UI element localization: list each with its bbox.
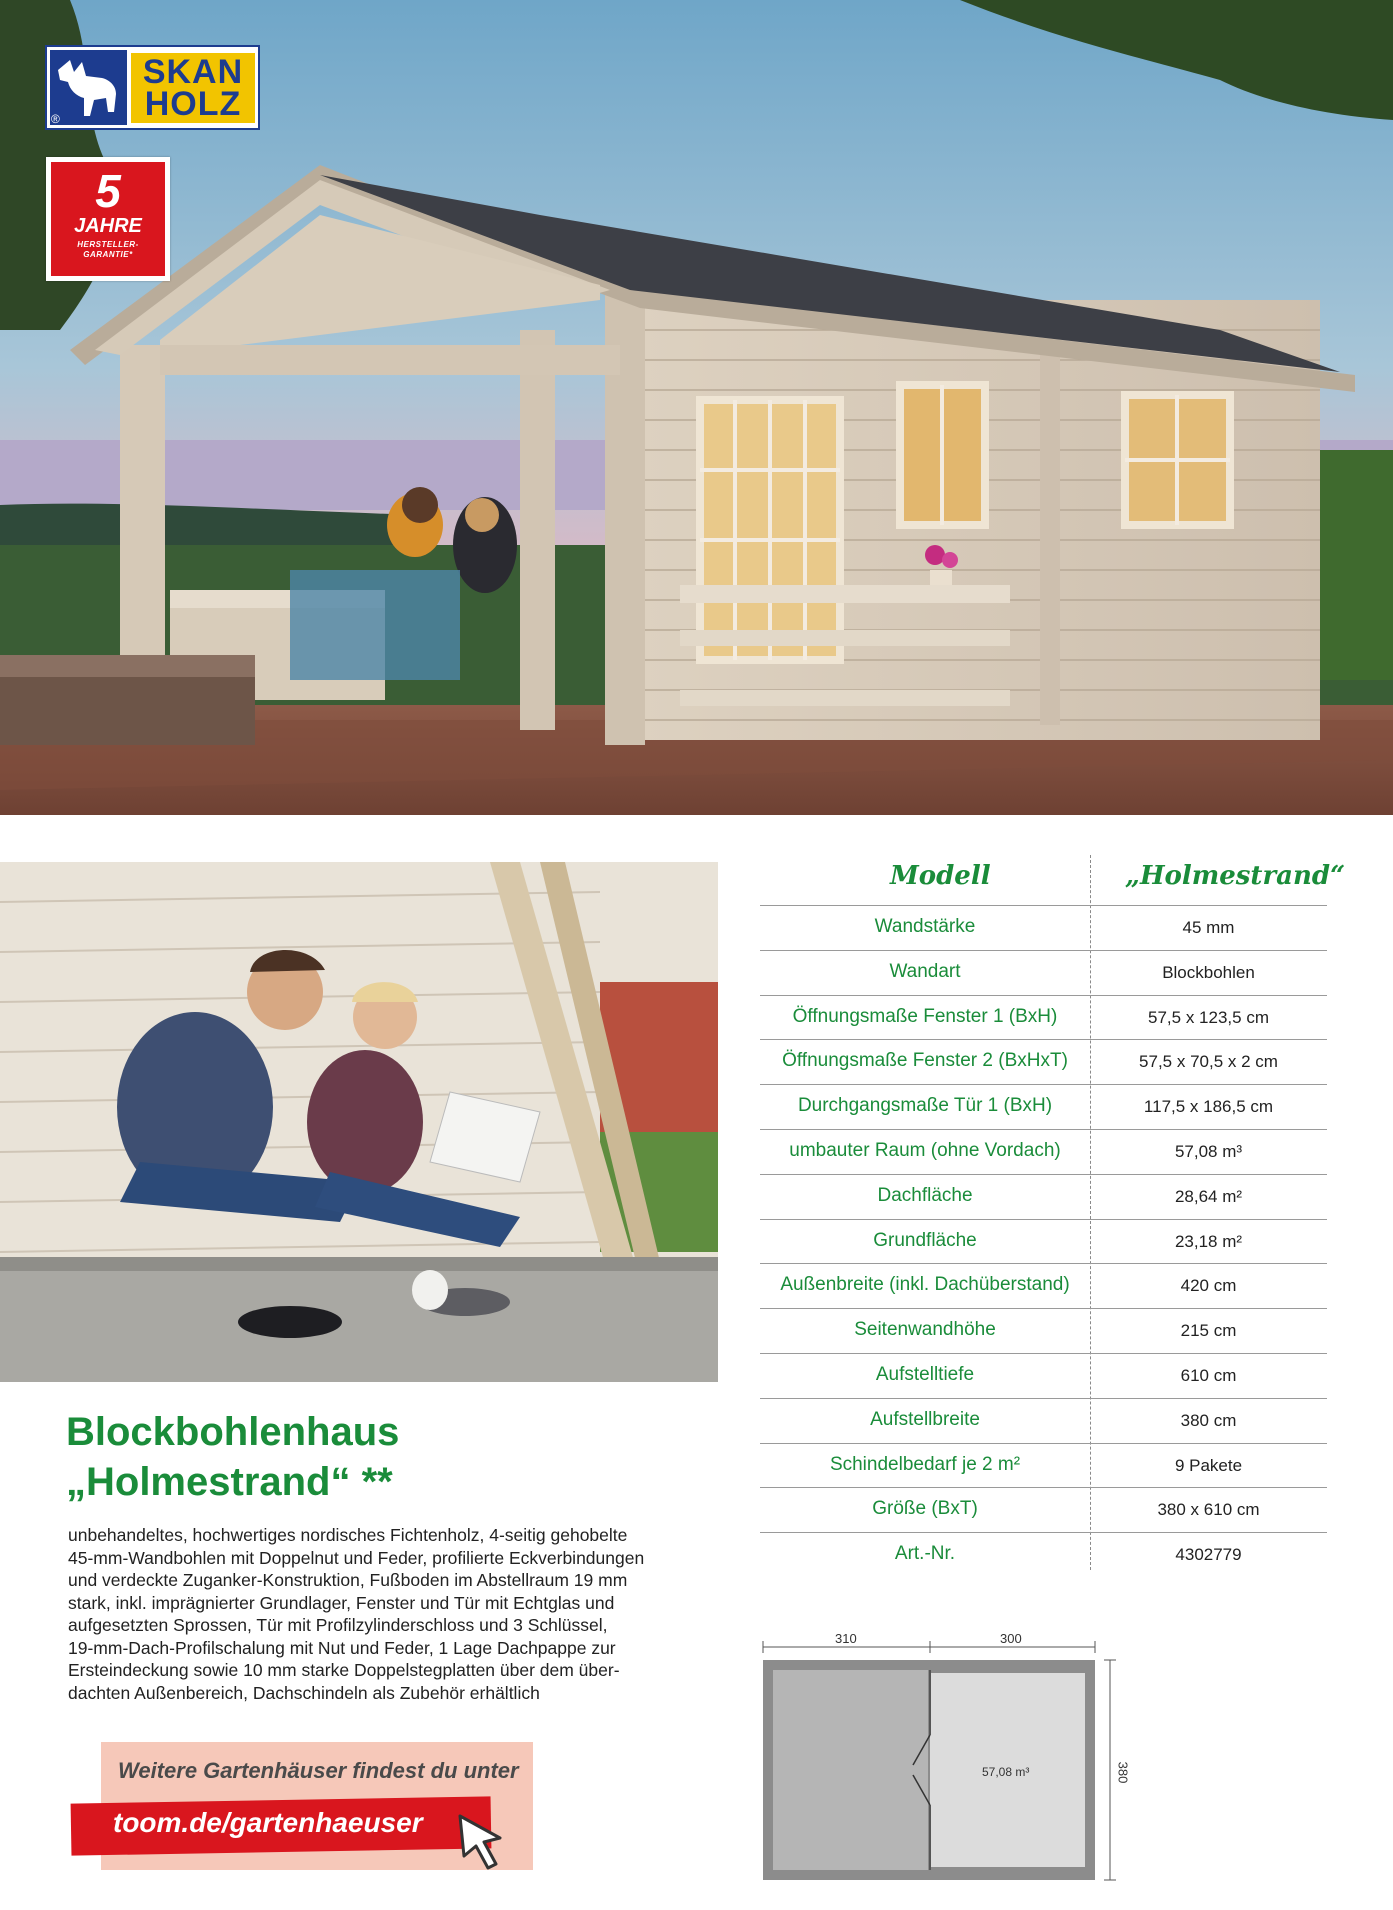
website-cta[interactable] [66,1740,536,1875]
desc-line: stark, inkl. imprägnierter Grundlager, Fenster und Tür mit Echtglas und [68,1592,615,1613]
row-value: 57,5 x 123,5 cm [1148,1007,1269,1027]
row-label: Durchgangsmaße Tür 1 (BxH) [797,1095,1053,1117]
row-label: Aufstellbreite [870,1408,980,1430]
table-row [760,1398,1327,1443]
logo-line1: SKAN [142,53,244,91]
moose-icon [50,50,127,125]
row-value: 57,5 x 70,5 x 2 cm [1139,1052,1278,1072]
guarantee-badge [46,157,170,281]
desc-line: 45-mm-Wandbohlen mit Doppelnut und Feder, profilierte Eckverbindungen [68,1547,645,1568]
dim-left: 310 [835,1631,857,1646]
row-label: Wandstärke [874,916,976,937]
guarantee-unit: JAHRE [74,215,142,237]
cta-link[interactable]: toom.de/gartenhaeuser [113,1807,423,1838]
row-value: 9 Pakete [1174,1455,1243,1475]
table-row [760,1129,1327,1174]
floor-plan [755,1625,1135,1890]
row-label: Aufstelltiefe [875,1363,975,1385]
product-description [68,1524,668,1704]
title-line2: „Holmestrand“ ** [66,1460,393,1504]
table-row [760,1039,1327,1084]
cursor-icon [456,1812,516,1872]
logo-wordmark [131,53,255,123]
row-value: 380 cm [1180,1410,1237,1430]
row-label: Wandart [889,960,961,982]
spec-table [760,855,1346,1577]
floor-plan-drawing [755,1625,1135,1890]
table-row [760,1353,1327,1398]
table-row [760,1174,1327,1219]
row-label: Größe (BxT) [872,1498,978,1520]
product-title [66,1407,686,1507]
spec-header [760,855,1346,905]
guarantee-line1: HERSTELLER- [77,240,139,249]
table-row [760,1308,1327,1353]
row-value: 420 cm [1180,1276,1237,1296]
skanholz-logo [45,45,260,130]
dim-side: 380 [1115,1761,1131,1784]
table-row [760,1532,1327,1577]
row-label: Schindelbedarf je 2 m² [829,1453,1021,1475]
row-value: 215 cm [1180,1321,1237,1341]
dim-right: 300 [1000,1631,1022,1646]
header-name: „Holmestrand“ [1125,861,1346,891]
row-value: 45 mm [1182,918,1235,937]
row-value: 57,08 m³ [1174,1141,1243,1161]
table-row [760,1219,1327,1264]
guarantee-line2: GARANTIE* [83,250,133,259]
table-row [760,905,1327,950]
title-line1: Blockbohlenhaus [66,1410,400,1454]
cta-text: Weitere Gartenhäuser findest du unter [118,1758,519,1783]
row-value: 4302779 [1175,1545,1242,1565]
desc-line: unbehandeltes, hochwertiges nordisches Fichtenholz, 4-seitig gehobelte [68,1525,628,1545]
row-value: 380 x 610 cm [1157,1500,1260,1520]
table-row [760,950,1327,995]
row-value: 610 cm [1180,1365,1237,1385]
row-label: umbauter Raum (ohne Vordach) [789,1139,1061,1161]
logo-line2: HOLZ [144,85,242,123]
desc-line: aufgesetzten Sprossen, Tür mit Profilzylinderschloss und 3 Schlüssel, [68,1615,608,1635]
table-row [760,1263,1327,1308]
row-label: Grundfläche [873,1229,977,1251]
registered-mark: ® [51,112,60,126]
guarantee-years: 5 [95,165,121,217]
table-row [760,1487,1327,1532]
row-value: 117,5 x 186,5 cm [1143,1097,1274,1117]
desc-line: dachten Außenbereich, Dachschindeln als Zubehör erhältlich [68,1682,540,1703]
row-value: 28,64 m² [1174,1186,1243,1206]
desc-line: 19-mm-Dach-Profilschalung mit Nut und Feder, 1 Lage Dachpappe zur [68,1637,616,1658]
table-row [760,1084,1327,1129]
row-value: Blockbohlen [1162,962,1255,982]
desc-line: Ersteindeckung sowie 10 mm starke Doppelstegplatten über dem über- [68,1660,620,1680]
row-label: Dachfläche [877,1184,973,1206]
row-label: Art.-Nr. [894,1543,956,1565]
row-label: Öffnungsmaße Fenster 1 (BxH) [792,1005,1058,1027]
volume-label: 57,08 m³ [982,1765,1030,1779]
row-label: Außenbreite (inkl. Dachüberstand) [780,1274,1070,1296]
table-row [760,1443,1327,1488]
row-label: Seitenwandhöhe [854,1319,996,1341]
table-row [760,995,1327,1040]
row-label: Öffnungsmaße Fenster 2 (BxHxT) [782,1050,1068,1072]
desc-line: und verdeckte Zuganker-Konstruktion, Fußboden im Abstellraum 19 mm [68,1570,628,1590]
couple-photo [0,862,718,1382]
header-model: Modell [890,861,991,891]
row-value: 23,18 m² [1174,1231,1243,1251]
